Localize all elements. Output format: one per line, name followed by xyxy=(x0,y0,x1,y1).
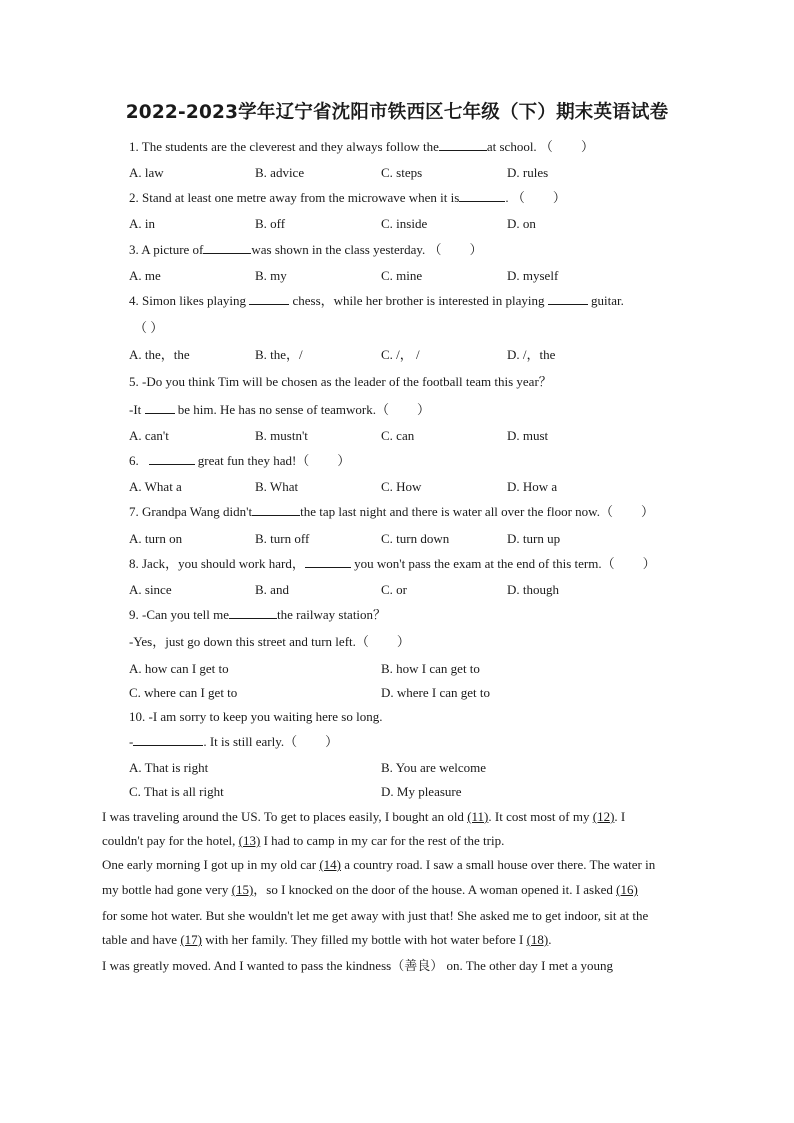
option-a[interactable]: A. That is right xyxy=(129,760,209,775)
question-10-reply: - . It is still early.（ ） xyxy=(129,734,339,749)
question-4: 4. Simon likes playing chess，while her brother is interested in playing guitar. xyxy=(129,293,624,308)
option-d[interactable]: D. rules xyxy=(507,165,549,180)
question-3: 3. A picture of was shown in the class yesterday. （ ） xyxy=(129,242,483,257)
blank-17[interactable]: (17) xyxy=(180,932,202,947)
blank-14[interactable]: (14) xyxy=(319,857,342,872)
option-d[interactable]: D. on xyxy=(507,216,536,231)
question-5: 5. -Do you think Tim will be chosen as the leader of the football team this year？ xyxy=(129,374,552,389)
option-a[interactable]: A. law xyxy=(129,165,164,180)
option-a[interactable]: A. the，the xyxy=(129,347,190,362)
option-c[interactable]: C. /， / xyxy=(381,347,420,362)
option-c[interactable]: C. mine xyxy=(381,268,423,283)
option-b[interactable]: B. how I can get to xyxy=(381,661,480,676)
option-b[interactable]: B. What xyxy=(255,479,299,494)
option-d[interactable]: D. My pleasure xyxy=(381,784,462,799)
option-c[interactable]: C. can xyxy=(381,428,415,443)
question-1: 1. The students are the cleverest and they always follow the at school. （ ） xyxy=(129,139,594,154)
option-b[interactable]: B. turn off xyxy=(255,531,310,546)
passage-line-1: I was traveling around the US. To get to places easily, I bought an old (11). It cost most of my (12). I xyxy=(102,809,626,824)
question-2: 2. Stand at least one metre away from the microwave when it is . （ ） xyxy=(129,190,566,205)
passage-line-5: for some hot water. But she wouldn't let me get away with just that! She asked me to get indoor, sit at the xyxy=(102,908,649,923)
option-b[interactable]: B. my xyxy=(255,268,287,283)
passage-line-4: my bottle had gone very (15)，so I knocked on the door of the house. A woman opened it. I asked (16) xyxy=(102,882,638,897)
answer-blank[interactable] xyxy=(305,556,351,568)
option-c[interactable]: C. That is all right xyxy=(129,784,224,799)
blank-12[interactable]: (12) xyxy=(592,809,615,824)
option-a[interactable]: A. can't xyxy=(129,428,169,443)
option-c[interactable]: C. steps xyxy=(381,165,423,180)
blank-13[interactable]: (13) xyxy=(238,833,261,848)
option-c[interactable]: C. or xyxy=(381,582,407,597)
passage-line-6: table and have (17) with her family. They filled my bottle with hot water before I (18). xyxy=(102,932,552,947)
answer-blank[interactable] xyxy=(459,190,505,202)
passage-line-3: One early morning I got up in my old car (14) a country road. I saw a small house over there. The water in xyxy=(102,857,656,872)
answer-blank[interactable] xyxy=(229,607,277,619)
question-text: 1. The students are the cleverest and they always follow the xyxy=(129,139,439,154)
option-b[interactable]: B. You are welcome xyxy=(381,760,487,775)
page-title: 2022-2023学年辽宁省沈阳市铁西区七年级（下）期末英语试卷 xyxy=(125,102,669,123)
option-b[interactable]: B. and xyxy=(255,582,289,597)
answer-blank[interactable] xyxy=(548,293,588,305)
question-9: 9. -Can you tell me the railway station？ xyxy=(129,607,387,622)
blank-11[interactable]: (11) xyxy=(467,809,489,824)
option-c[interactable]: C. turn down xyxy=(381,531,450,546)
option-c[interactable]: C. inside xyxy=(381,216,428,231)
option-a[interactable]: A. how can I get to xyxy=(129,661,229,676)
option-d[interactable]: D. /，the xyxy=(507,347,556,362)
answer-blank[interactable] xyxy=(133,734,203,746)
question-7: 7. Grandpa Wang didn't the tap last night and there is water all over the floor now.（ ） xyxy=(129,504,654,519)
question-6: 6. great fun they had!（ ） xyxy=(129,453,351,468)
answer-blank[interactable] xyxy=(439,139,487,151)
option-a[interactable]: A. in xyxy=(129,216,155,231)
option-a[interactable]: A. What a xyxy=(129,479,182,494)
option-a[interactable]: A. turn on xyxy=(129,531,183,546)
option-a[interactable]: A. me xyxy=(129,268,161,283)
option-c[interactable]: C. How xyxy=(381,479,422,494)
answer-blank[interactable] xyxy=(145,402,175,414)
answer-blank[interactable] xyxy=(249,293,289,305)
option-d[interactable]: D. where I can get to xyxy=(381,685,491,700)
answer-blank[interactable] xyxy=(203,242,251,254)
option-c[interactable]: C. where can I get to xyxy=(129,685,238,700)
question-8: 8. Jack，you should work hard， you won't pass the exam at the end of this term.（ ） xyxy=(129,556,656,571)
blank-18[interactable]: (18) xyxy=(526,932,549,947)
question-10: 10. -I am sorry to keep you waiting here so long. xyxy=(129,709,383,724)
answer-blank[interactable] xyxy=(252,504,300,516)
option-d[interactable]: D. turn up xyxy=(507,531,561,546)
option-d[interactable]: D. must xyxy=(507,428,549,443)
answer-blank[interactable] xyxy=(149,453,195,465)
question-5-reply: -It be him. He has no sense of teamwork.（ ） xyxy=(129,402,430,417)
passage-line-2: couldn't pay for the hotel, (13) I had to camp in my car for the rest of the trip. xyxy=(102,833,505,848)
option-b[interactable]: B. the，/ xyxy=(255,347,303,362)
blank-16[interactable]: (16) xyxy=(616,882,638,897)
option-d[interactable]: D. myself xyxy=(507,268,559,283)
option-b[interactable]: B. off xyxy=(255,216,286,231)
option-d[interactable]: D. How a xyxy=(507,479,558,494)
option-b[interactable]: B. advice xyxy=(255,165,305,180)
option-b[interactable]: B. mustn't xyxy=(255,428,308,443)
passage-line-7: I was greatly moved. And I wanted to pass the kindness（善良） on. The other day I met a young xyxy=(102,958,613,973)
blank-15[interactable]: (15) xyxy=(231,882,254,897)
option-d[interactable]: D. though xyxy=(507,582,559,597)
answer-paren: （ ） xyxy=(134,320,164,335)
option-a[interactable]: A. since xyxy=(129,582,172,597)
question-9-reply: -Yes，just go down this street and turn left.（ ） xyxy=(129,634,410,649)
